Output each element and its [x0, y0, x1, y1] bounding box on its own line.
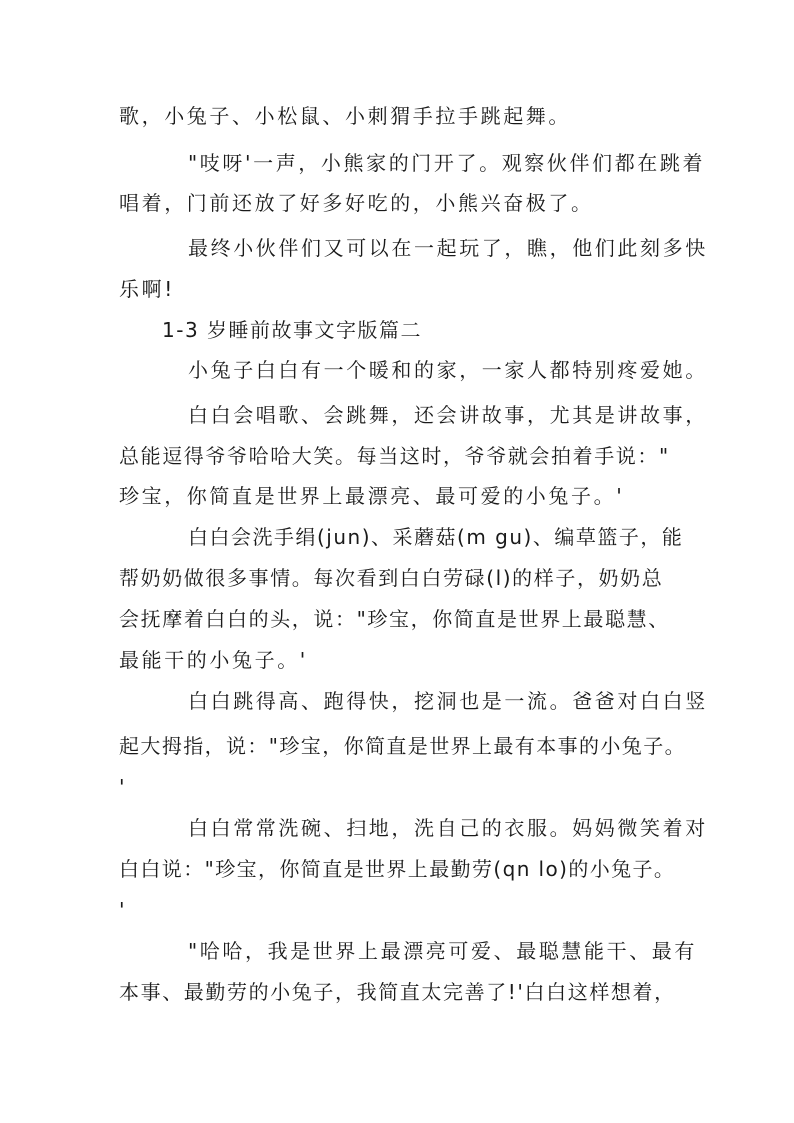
- text-line-9: 总能逗得爷爷哈哈大笑。每当这时，爷爷就会拍着手说：": [119, 444, 670, 468]
- text-line-21: "哈哈，我是世界上最漂亮可爱、最聪慧能干、最有: [188, 939, 697, 963]
- text-line-19: 白白说："珍宝，你简直是世界上最勤劳(qn lo)的小兔子。: [119, 857, 676, 881]
- text-line-7: 小兔子白白有一个暖和的家，一家人都特别疼爱她。: [188, 358, 708, 382]
- text-line-12: 帮奶奶做很多事情。每次看到白白劳碌(l)的样子，奶奶总: [119, 566, 664, 590]
- section-heading: 1-3 岁睡前故事文字版篇二: [162, 318, 423, 342]
- text-line-1: 歌，小兔子、小松鼠、小刺猬手拉手跳起舞。: [119, 104, 571, 128]
- text-line-22: 本事、最勤劳的小兔子，我简直太完善了!'白白这样想着，: [119, 980, 676, 1004]
- text-line-5: 乐啊!: [119, 277, 175, 301]
- text-line-18: 白白常常洗碗、扫地，洗自己的衣服。妈妈微笑着对: [188, 816, 708, 840]
- text-line-11: 白白会洗手绢(jun)、采蘑菇(m gu)、编草篮子，能: [188, 525, 684, 549]
- text-line-10: 珍宝，你简直是世界上最漂亮、最可爱的小兔子。': [119, 484, 625, 508]
- text-line-2: "吱呀'一声，小熊家的门开了。观察伙伴们都在跳着: [188, 151, 706, 175]
- text-line-15: 白白跳得高、跑得快，挖洞也是一流。爸爸对白白竖: [188, 689, 708, 713]
- text-line-8: 白白会唱歌、会跳舞，还会讲故事，尤其是讲故事，: [188, 403, 708, 427]
- text-line-17: ': [119, 775, 128, 799]
- text-line-20: ': [119, 898, 128, 922]
- text-line-16: 起大拇指，说："珍宝，你简直是世界上最有本事的小兔子。: [119, 734, 686, 758]
- text-line-3: 唱着，门前还放了好多好吃的，小熊兴奋极了。: [119, 191, 594, 215]
- text-line-14: 最能干的小兔子。': [119, 648, 308, 672]
- text-line-13: 会抚摩着白白的头，说："珍宝，你简直是世界上最聪慧、: [119, 607, 670, 631]
- text-line-4: 最终小伙伴们又可以在一起玩了，瞧，他们此刻多快: [188, 236, 708, 260]
